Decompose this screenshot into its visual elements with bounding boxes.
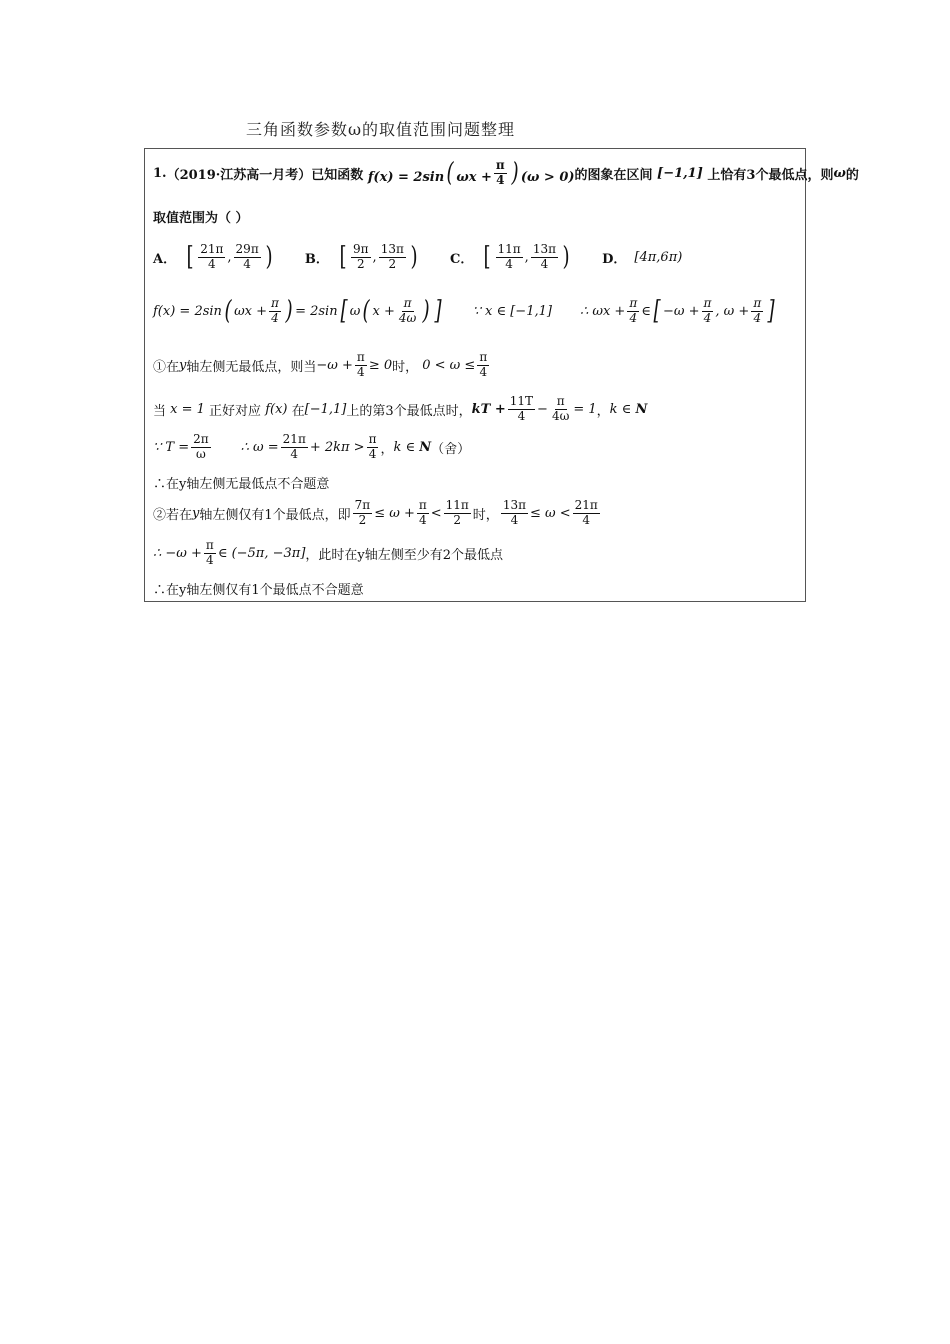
solution-step-1b: 当 x = 1 正好对应 f(x) 在 [−1,1] 上的第3个最低点时， kT + $\frac{11T}{4}$ − $\frac{\pi}{4\omega}$ = 1 ， k ∈ N <box>153 394 648 423</box>
solution-step-1c: ∵ T = $\frac{2\pi}{\omega}$ ∴ ω = $\frac{21\pi}{4}$ + 2kπ > $\frac{\pi}{4}$ ， k ∈ N （舍） <box>153 432 471 461</box>
option-d[interactable]: D． [4π,6π) <box>602 249 683 267</box>
solution-step-1-conclusion: ∴在y轴左侧无最低点不合题意 <box>153 477 330 492</box>
function-formula: f(x) = 2sin( ωx + <box>363 158 492 189</box>
option-b[interactable]: B． [ $\frac{9\pi}{2}$ , $\frac{13\pi}{2}$ ) <box>304 242 418 273</box>
document-title: 三角函数参数ω的取值范围问题整理 <box>246 120 516 139</box>
solution-step-2: ②若在 y 轴左侧仅有1个最低点，即 $\frac{7\pi}{2}$ ≤ ω + $\frac{\pi}{4}$ < $\frac{11\pi}{2}$ 时， $\frac{13\pi}{4}$ ≤ ω < $\frac{21\pi}{4}$ <box>153 498 598 527</box>
solution-formula: f(x) = 2sin ( ωx + $\frac{\pi}{4}$ ) = 2sin [ ω ( x + $\frac{\pi}{4\omega}$ ) ] ∵ x ∈ [−1,1] ∴ ωx + $\frac{\pi}{4}$ ∈ [ −ω + $\frac{\pi}{4}$ , ω + $\frac{\pi}{4}$ ] <box>153 296 775 327</box>
option-c[interactable]: C． [ $\frac{11\pi}{4}$ , $\frac{13\pi}{4}$ ) <box>450 242 570 273</box>
solution-step-1: ①在 y 轴左侧无最低点，则当 −ω + $\frac{\pi}{4}$ ≥ 0 时， 0 < ω ≤ $\frac{\pi}{4}$ <box>153 350 488 379</box>
solution-step-2-conclusion: ∴在y轴左侧仅有1个最低点不合题意 <box>153 583 364 598</box>
question-stem-line2: 取值范围为（ ） <box>153 211 249 226</box>
question-stem: 1. （2019·江苏高一月考） 已知函数 f(x) = 2sin( ωx + $\frac{\pi}{4}$ ) (ω > 0) 的图象在区间 [−1,1] 上恰有3个最低点，则 ω 的 <box>153 158 859 189</box>
answer-options <box>153 243 712 272</box>
option-a[interactable]: A． [ $\frac{21\pi}{4}$ , $\frac{29\pi}{4}$ ) <box>153 242 273 273</box>
solution-step-2b: ∴ −ω + $\frac{\pi}{4}$ ∈ (−5π, −3π] ，此时在y轴左侧至少有2个最低点 <box>153 538 504 567</box>
question-box <box>144 148 859 602</box>
